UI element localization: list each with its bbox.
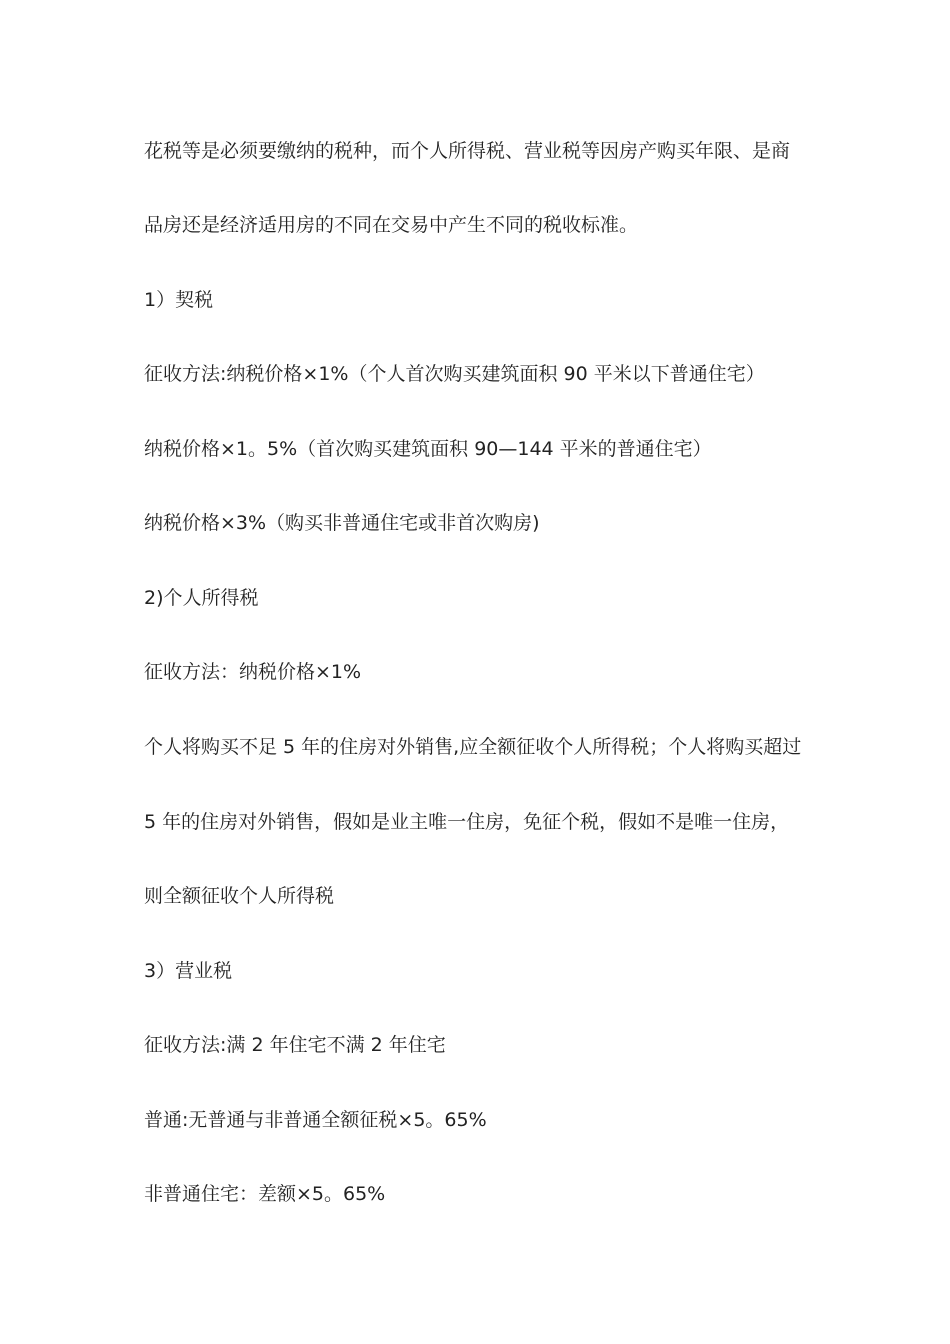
paragraph-line: 非普通住宅：差额×5。65%: [144, 1183, 386, 1205]
paragraph-line: 征收方法：纳税价格×1%: [144, 661, 362, 683]
section-heading-business-tax: 3）营业税: [144, 960, 233, 982]
paragraph-line: 纳税价格×3%（购买非普通住宅或非首次购房): [144, 512, 540, 534]
paragraph-line: 普通:无普通与非普通全额征税×5。65%: [144, 1109, 487, 1131]
paragraph-line: 则全额征收个人所得税: [144, 885, 335, 907]
section-heading-income-tax: 2)个人所得税: [144, 587, 259, 609]
paragraph-line: 纳税价格×1。5%（首次购买建筑面积 90—144 平米的普通住宅）: [144, 438, 712, 460]
section-heading-deed-tax: 1）契税: [144, 289, 214, 311]
paragraph-line: 个人将购买不足 5 年的住房对外销售,应全额征收个人所得税；个人将购买超过: [144, 736, 802, 758]
paragraph-line: 品房还是经济适用房的不同在交易中产生不同的税收标准。: [144, 214, 639, 236]
paragraph-line: 5 年的住房对外销售，假如是业主唯一住房，免征个税，假如不是唯一住房，: [144, 811, 790, 833]
paragraph-line: 征收方法:满 2 年住宅不满 2 年住宅: [144, 1034, 446, 1056]
paragraph-line: 花税等是必须要缴纳的税种，而个人所得税、营业税等因房产购买年限、是商: [144, 140, 791, 162]
paragraph-line: 征收方法:纳税价格×1%（个人首次购买建筑面积 90 平米以下普通住宅）: [144, 363, 765, 385]
